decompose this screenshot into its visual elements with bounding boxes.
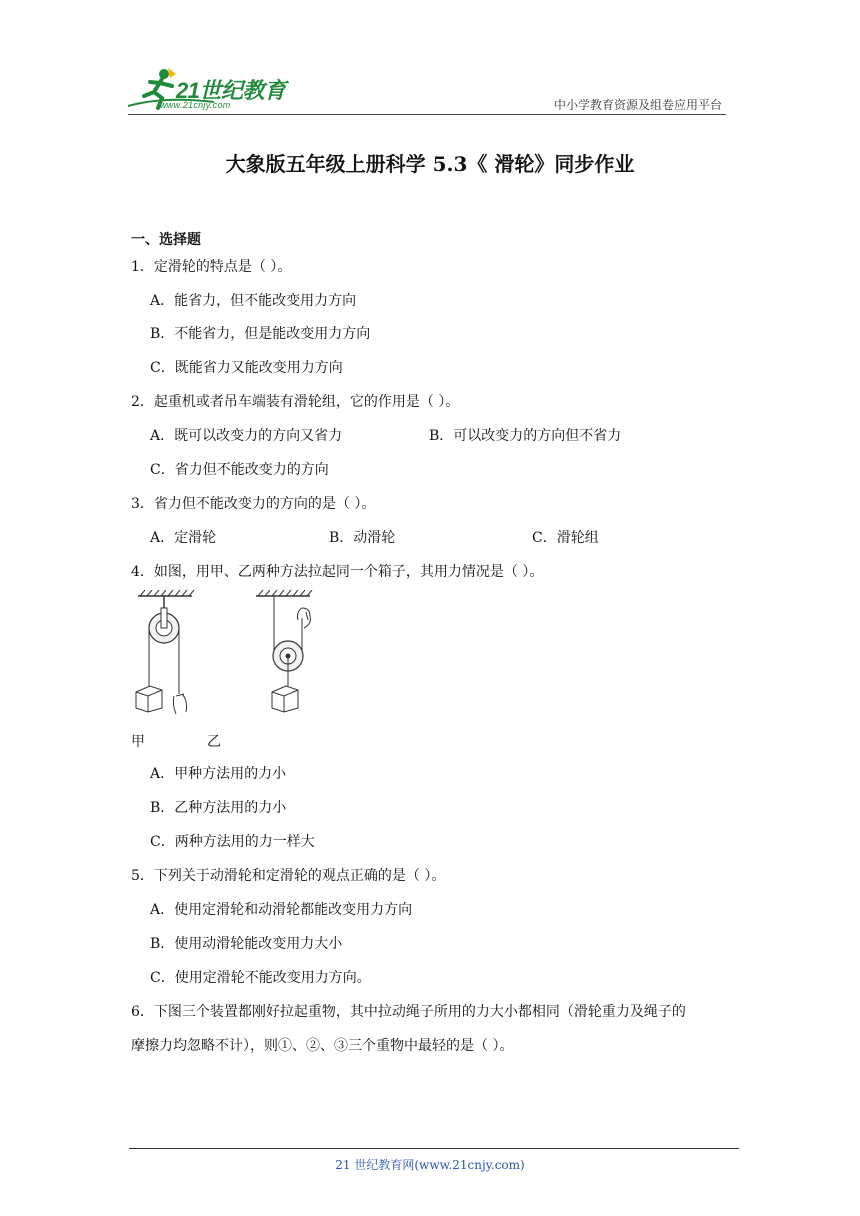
- question-5-stem: 5．下列关于动滑轮和定滑轮的观点正确的是（ ）。: [131, 868, 446, 884]
- figure-label-jia: 甲: [131, 734, 145, 750]
- question-2-option-a: A．既可以改变力的方向又省力: [150, 428, 343, 444]
- question-1-option-a: A．能省力，但不能改变用力方向: [150, 293, 357, 309]
- question-3-option-c: C．滑轮组: [532, 530, 599, 546]
- question-3-option-b: B．动滑轮: [329, 530, 396, 546]
- movable-pulley-figure: [252, 590, 324, 722]
- question-3-option-a: A．定滑轮: [150, 530, 217, 546]
- document-title: 大象版五年级上册科学 5.3《 滑轮》同步作业: [225, 152, 635, 176]
- question-4-stem: 4．如图，用甲、乙两种方法拉起同一个箱子，其用力情况是（ ）。: [131, 564, 544, 580]
- logo-text: 21世纪教育: [176, 78, 286, 103]
- question-5-option-c: C．使用定滑轮不能改变用力方向。: [150, 970, 371, 986]
- logo-url: www.21cnjy.com: [160, 100, 231, 110]
- question-5-option-a: A．使用定滑轮和动滑轮都能改变用力方向: [150, 902, 413, 918]
- question-2-stem: 2．起重机或者吊车端装有滑轮组，它的作用是（ ）。: [131, 394, 460, 410]
- question-6-stem-line-1: 6．下图三个装置都刚好拉起重物，其中拉动绳子所用的力大小都相同（滑轮重力及绳子的: [131, 1004, 686, 1020]
- section-heading: 一、选择题: [131, 232, 201, 248]
- platform-name: 中小学教育资源及组卷应用平台: [553, 98, 722, 112]
- question-2-option-b: B．可以改变力的方向但不省力: [429, 428, 622, 444]
- figure-label-yi: 乙: [207, 734, 221, 750]
- question-4-option-a: A．甲种方法用的力小: [150, 766, 287, 782]
- footer-link[interactable]: 21 世纪教育网(www.21cnjy.com): [335, 1158, 525, 1172]
- question-1-option-b: B．不能省力，但是能改变用力方向: [150, 326, 371, 342]
- question-4-option-c: C．两种方法用的力一样大: [150, 834, 315, 850]
- header-divider: [128, 114, 726, 115]
- footer-divider: [129, 1148, 739, 1149]
- question-4-option-b: B．乙种方法用的力小: [150, 800, 287, 816]
- question-6-stem-line-2: 摩擦力均忽略不计），则①、②、③三个重物中最轻的是（ ）。: [131, 1038, 514, 1054]
- question-5-option-b: B．使用动滑轮能改变用力大小: [150, 936, 343, 952]
- question-3-stem: 3．省力但不能改变力的方向的是（ ）。: [131, 496, 376, 512]
- question-1-option-c: C．既能省力又能改变用力方向: [150, 360, 343, 376]
- question-1-stem: 1．定滑轮的特点是（ ）。: [131, 259, 292, 275]
- fixed-pulley-figure: [128, 590, 200, 722]
- question-2-option-c: C．省力但不能改变力的方向: [150, 462, 329, 478]
